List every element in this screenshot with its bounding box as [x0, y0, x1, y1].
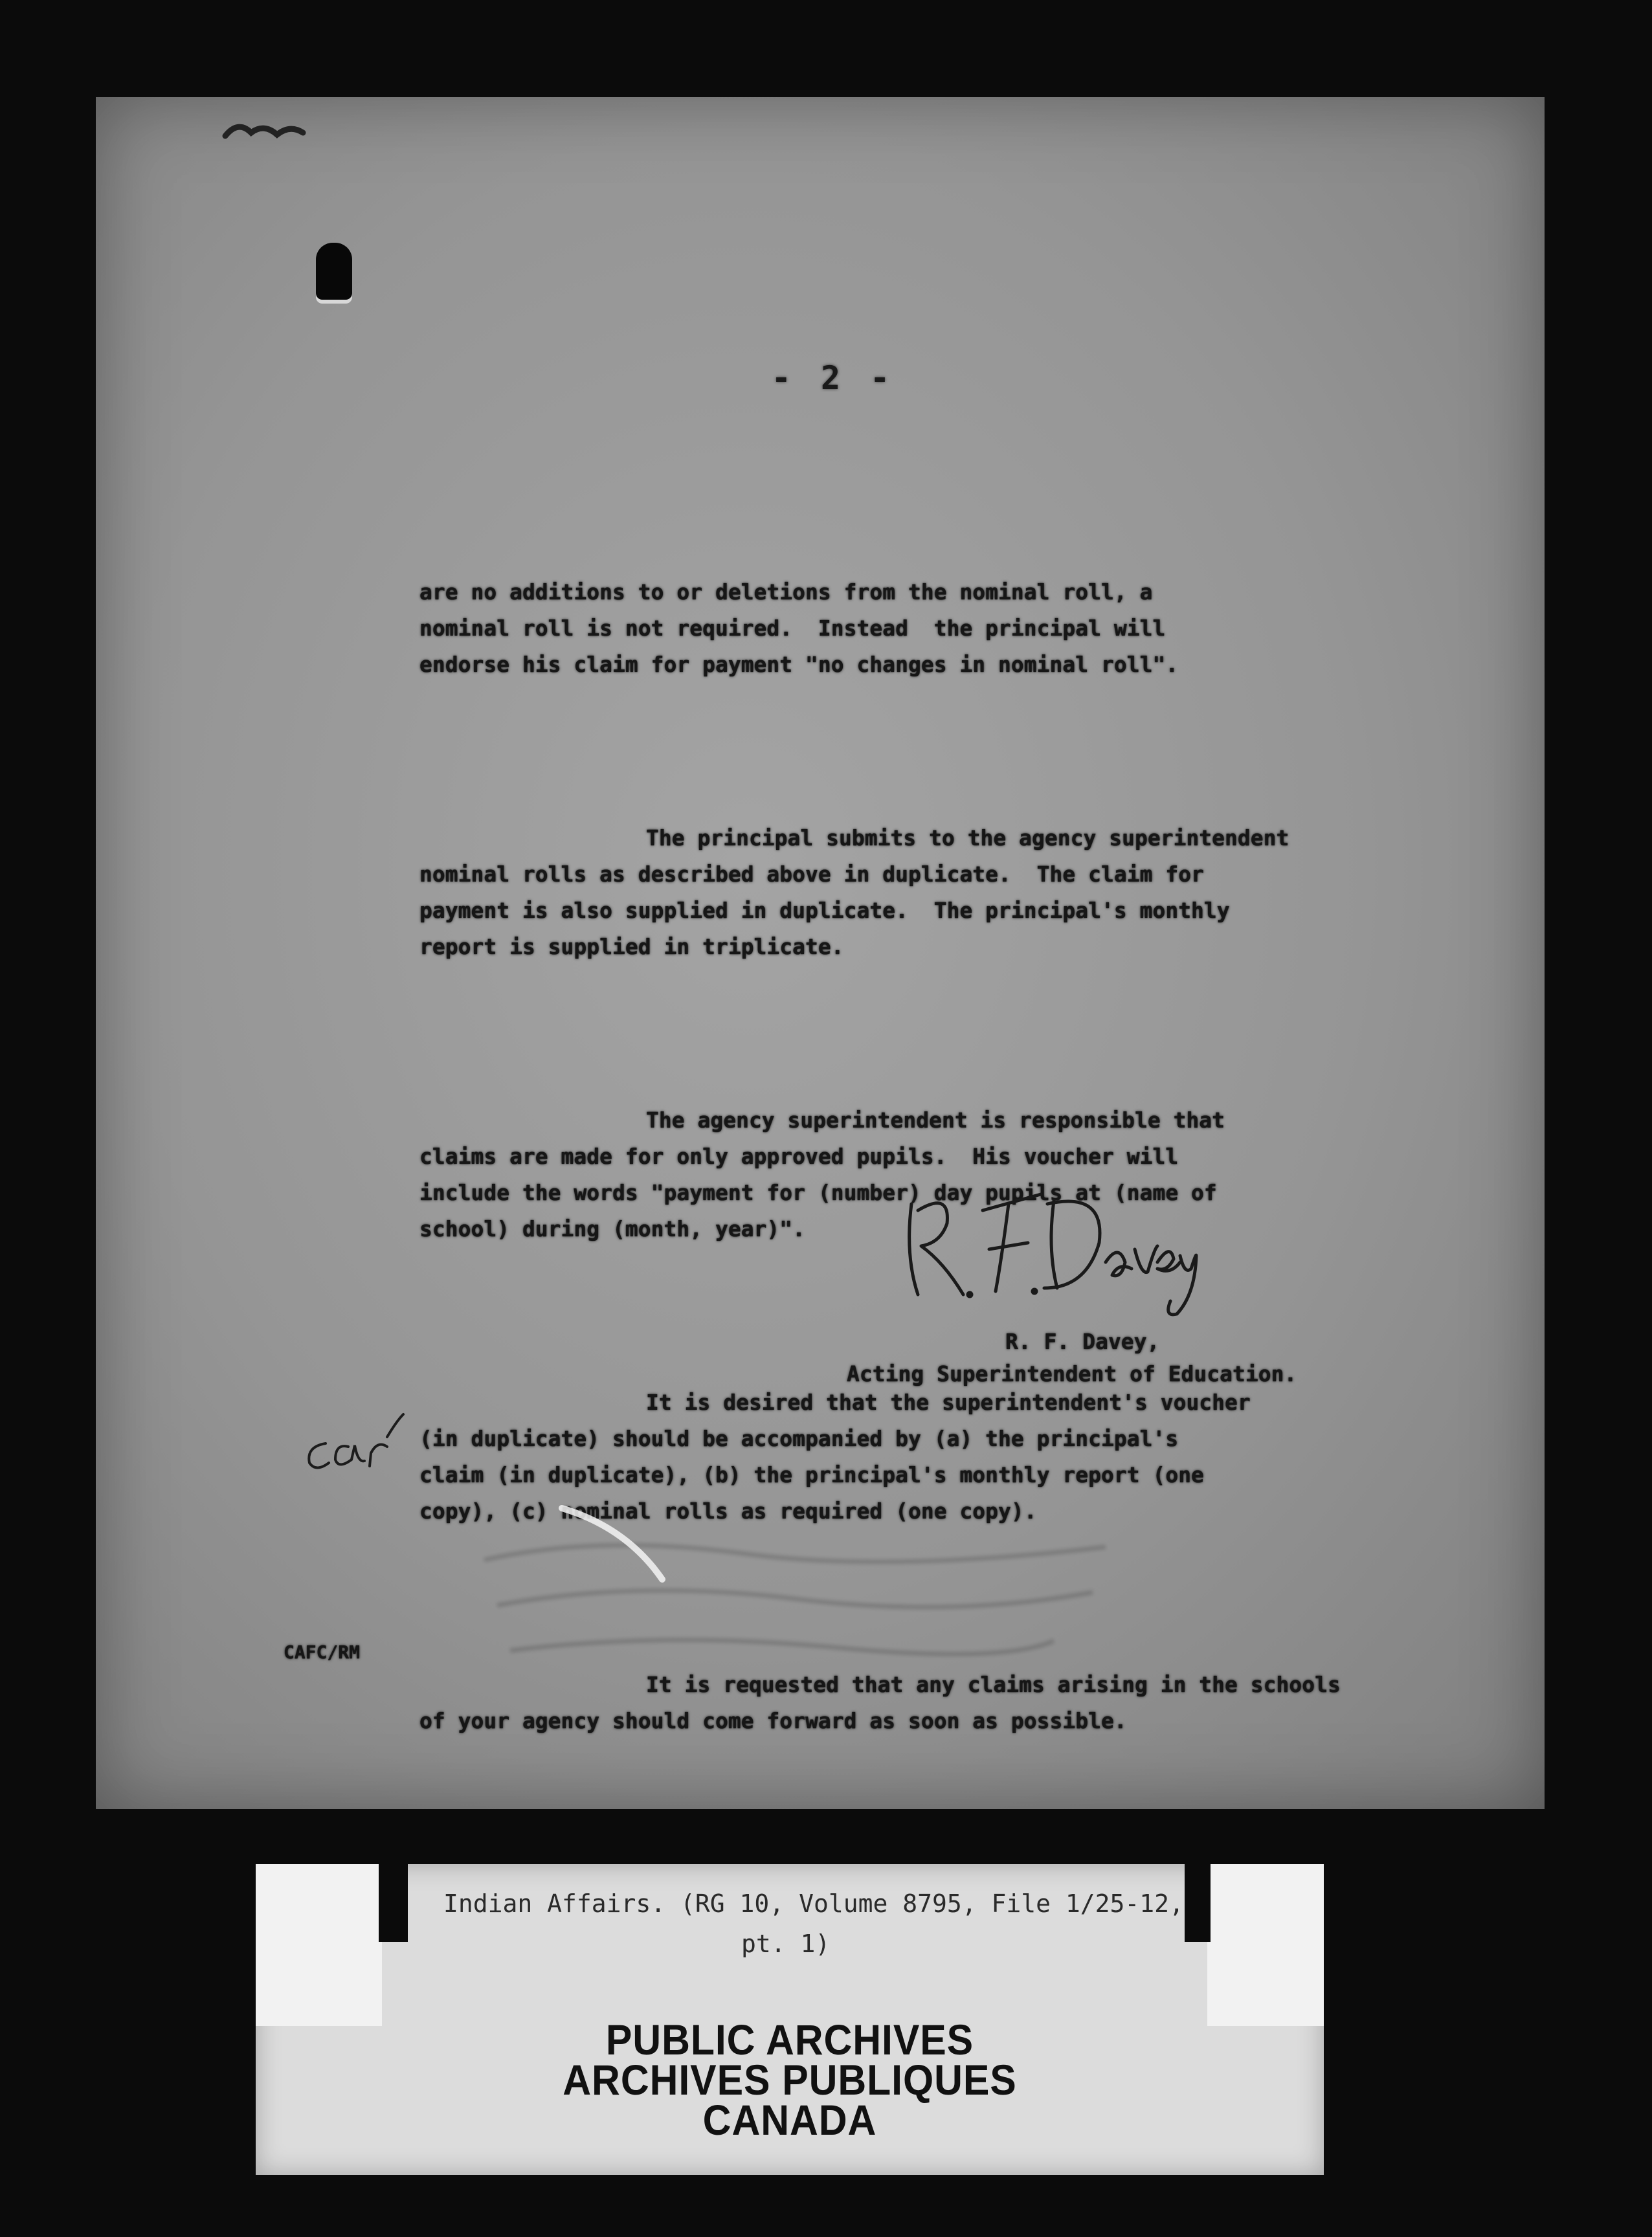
signatory-title: Acting Superintendent of Education.	[847, 1361, 1297, 1386]
paragraph-1	[419, 574, 1436, 683]
archive-country: CANADA	[702, 2096, 877, 2144]
signatory-name: R. F. Davey,	[1005, 1329, 1160, 1354]
text-line: claims are made for only approved pupils. His voucher will	[419, 1144, 1179, 1169]
document-page	[96, 97, 1545, 1809]
corner-smudge-mark	[219, 117, 309, 142]
label-left-tab	[256, 1864, 382, 2026]
paragraph-2	[419, 820, 1436, 965]
text-line: include the words "payment for (number) day pupils at (name of	[419, 1180, 1217, 1205]
text-line: claim (in duplicate), (b) the principal's monthly report (one	[419, 1462, 1204, 1487]
text-line: nominal rolls as described above in duplicate. The claim for	[419, 862, 1204, 887]
handwritten-margin-note	[300, 1408, 410, 1479]
label-right-tab	[1207, 1864, 1324, 2026]
label-left-notch	[379, 1864, 408, 1942]
handwritten-signature	[892, 1165, 1203, 1320]
text-line: of your agency should come forward as soon as possible.	[419, 1708, 1127, 1733]
archive-citation	[443, 1884, 1220, 1964]
text-line: are no additions to or deletions from the nominal roll, a	[419, 579, 1153, 605]
reference-initials: CAFC/RM	[284, 1642, 361, 1663]
page-number: - 2 -	[771, 359, 895, 397]
archive-reference-label	[256, 1864, 1324, 2175]
text-line: payment is also supplied in duplicate. The principal's monthly	[419, 898, 1230, 923]
citation-line-2: pt. 1)	[741, 1930, 831, 1958]
paragraph-5	[419, 1667, 1436, 1739]
text-line: school) during (month, year)".	[419, 1216, 806, 1241]
text-line: nominal roll is not required. Instead the principal will	[419, 616, 1166, 641]
archive-name-french: ARCHIVES PUBLIQUES	[563, 2056, 1017, 2104]
text-line: It is requested that any claims arising in the schools	[646, 1672, 1341, 1697]
text-line: endorse his claim for payment "no changes in nominal roll".	[419, 652, 1179, 677]
text-line: The agency superintendent is responsible that	[646, 1107, 1225, 1133]
film-scratch	[549, 1489, 704, 1618]
text-line: copy), (c) nominal rolls as required (one copy).	[419, 1498, 1037, 1524]
punch-hole	[316, 243, 352, 300]
text-line: (in duplicate) should be accompanied by (a) the principal's	[419, 1426, 1179, 1451]
text-line: report is supplied in triplicate.	[419, 934, 844, 959]
citation-line-1: Indian Affairs. (RG 10, Volume 8795, File 1/25-12,	[443, 1889, 1184, 1918]
text-line: The principal submits to the agency superintendent	[646, 825, 1289, 851]
archive-name-english: PUBLIC ARCHIVES	[605, 2016, 974, 2064]
text-line: It is desired that the superintendent's voucher	[646, 1390, 1251, 1415]
